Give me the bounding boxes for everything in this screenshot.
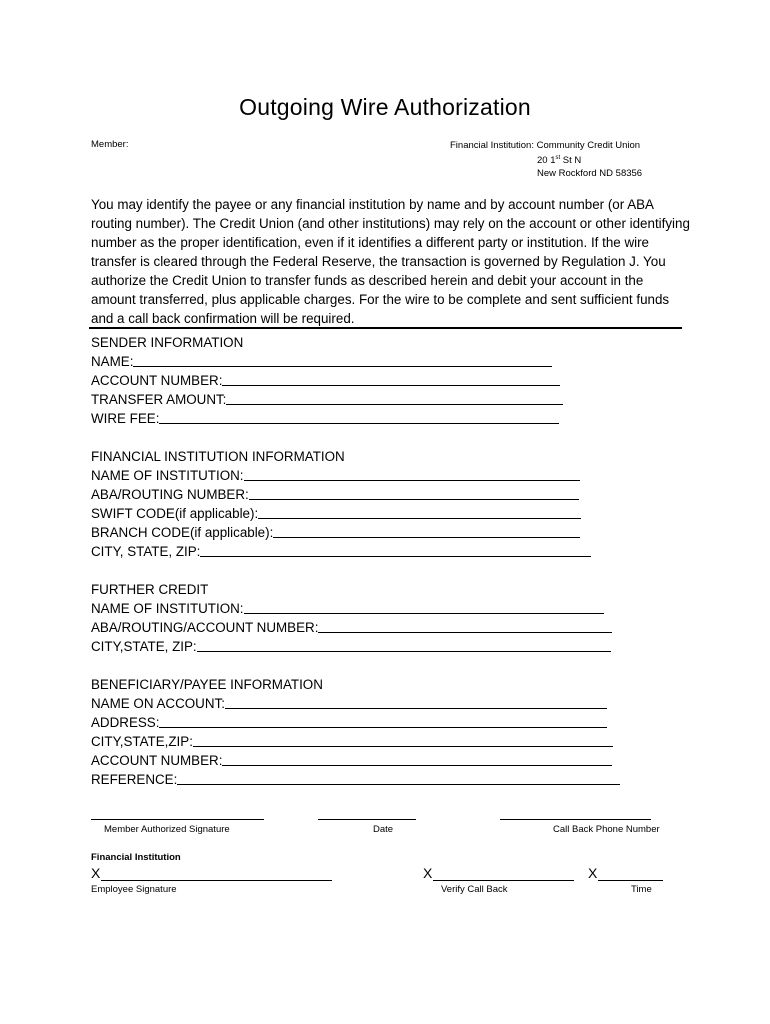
field-label: ABA/ROUTING NUMBER: <box>91 487 249 502</box>
beneficiary-name-field[interactable] <box>91 692 691 711</box>
fi-name: Financial Institution: Community Credit Union <box>450 140 641 151</box>
field-label: NAME OF INSTITUTION: <box>91 601 244 616</box>
beneficiary-account-input[interactable] <box>222 752 612 766</box>
reference-input[interactable] <box>177 771 620 785</box>
institution-name-field[interactable] <box>91 464 691 483</box>
sender-account-input[interactable] <box>222 372 560 386</box>
transfer-amount-field[interactable] <box>91 388 691 407</box>
beneficiary-name-input[interactable] <box>225 695 607 709</box>
x-mark: X <box>91 865 101 881</box>
beneficiary-account-field[interactable] <box>91 749 691 768</box>
field-label: NAME ON ACCOUNT: <box>91 696 225 711</box>
further-name-input[interactable] <box>244 600 604 614</box>
date-label: Date <box>373 824 394 835</box>
branch-code-input[interactable] <box>273 524 580 538</box>
field-label: CITY, STATE, ZIP: <box>91 544 201 559</box>
field-label: BRANCH CODE(if applicable): <box>91 525 274 540</box>
financial-institution-address <box>450 139 642 180</box>
further-city-input[interactable] <box>197 638 611 652</box>
institution-aba-input[interactable] <box>249 486 579 500</box>
spacer <box>91 654 691 673</box>
employee-signature-label: Employee Signature <box>91 884 177 895</box>
field-label: SWIFT CODE(if applicable): <box>91 506 259 521</box>
x-mark: X <box>423 865 433 881</box>
further-credit-heading <box>91 578 691 597</box>
fi-street-name: St N <box>560 155 582 167</box>
fi-city: New Rockford ND 58356 <box>537 168 643 180</box>
spacer <box>91 559 691 578</box>
field-label: NAME OF INSTITUTION: <box>91 468 244 483</box>
institution-city-field[interactable] <box>91 540 691 559</box>
section-divider <box>89 327 682 329</box>
section-heading: SENDER INFORMATION <box>91 335 244 350</box>
form-fields <box>91 331 691 787</box>
reference-field[interactable] <box>91 768 691 787</box>
beneficiary-city-field[interactable] <box>91 730 691 749</box>
wire-fee-field[interactable] <box>91 407 691 426</box>
member-signature-label: Member Authorized Signature <box>104 824 230 835</box>
swift-code-field[interactable] <box>91 502 691 521</box>
swift-code-input[interactable] <box>258 505 581 519</box>
date-line[interactable] <box>318 819 416 820</box>
intro-paragraph: You may identify the payee or any financial institution by name and by account number (or ABA routing number). The Credit Union (and other institutions) may rely on the account or other identifying number as the proper identification, even if it identifies a different party or institution. If the wire transfer is cleared through the Federal Reserve, the transaction is governed by Regulation J. You authorize the Credit Union to transfer funds as described herein and debit your account in the amount transferred, plus applicable charges. For the wire to be complete and sent sufficient funds and a call back confirmation will be required. <box>91 197 690 326</box>
branch-code-field[interactable] <box>91 521 691 540</box>
member-signature-line[interactable] <box>91 819 264 820</box>
employee-signature-line[interactable] <box>101 880 332 881</box>
field-label: WIRE FEE: <box>91 411 160 426</box>
further-aba-input[interactable] <box>318 619 612 633</box>
fi-street-suffix: st <box>555 155 561 161</box>
time-line[interactable] <box>598 880 663 881</box>
section-heading: FINANCIAL INSTITUTION INFORMATION <box>91 449 345 464</box>
x-mark: X <box>588 865 598 881</box>
institution-name-input[interactable] <box>244 467 580 481</box>
wire-fee-input[interactable] <box>159 410 559 424</box>
verify-callback-line[interactable] <box>433 880 574 881</box>
field-label: REFERENCE: <box>91 772 178 787</box>
beneficiary-city-input[interactable] <box>193 733 613 747</box>
further-aba-field[interactable] <box>91 616 691 635</box>
field-label: ADDRESS: <box>91 715 160 730</box>
section-heading: FURTHER CREDIT <box>91 582 209 597</box>
institution-aba-field[interactable] <box>91 483 691 502</box>
beneficiary-address-field[interactable] <box>91 711 691 730</box>
further-city-field[interactable] <box>91 635 691 654</box>
spacer <box>91 426 691 445</box>
institution-city-input[interactable] <box>200 543 591 557</box>
sender-name-input[interactable] <box>133 353 552 367</box>
fi-street <box>450 152 642 167</box>
field-label: CITY,STATE,ZIP: <box>91 734 193 749</box>
further-name-field[interactable] <box>91 597 691 616</box>
transfer-amount-input[interactable] <box>226 391 563 405</box>
field-label: TRANSFER AMOUNT: <box>91 392 227 407</box>
callback-phone-label: Call Back Phone Number <box>553 824 660 835</box>
section-heading: BENEFICIARY/PAYEE INFORMATION <box>91 677 323 692</box>
sender-name-field[interactable] <box>91 350 691 369</box>
verify-callback-label: Verify Call Back <box>441 884 508 895</box>
page-title: Outgoing Wire Authorization <box>239 94 531 120</box>
sender-heading <box>91 331 691 350</box>
time-label: Time <box>631 884 652 895</box>
field-label: ACCOUNT NUMBER: <box>91 753 223 768</box>
field-label: ABA/ROUTING/ACCOUNT NUMBER: <box>91 620 319 635</box>
callback-phone-line[interactable] <box>500 819 651 820</box>
member-label: Member: <box>91 139 129 150</box>
beneficiary-heading <box>91 673 691 692</box>
beneficiary-address-input[interactable] <box>159 714 607 728</box>
fi-street-number: 20 1 <box>537 155 556 167</box>
institution-heading <box>91 445 691 464</box>
field-label: NAME: <box>91 354 134 369</box>
field-label: CITY,STATE, ZIP: <box>91 639 197 654</box>
field-label: ACCOUNT NUMBER: <box>91 373 223 388</box>
fi-section-heading: Financial Institution <box>91 852 181 863</box>
sender-account-field[interactable] <box>91 369 691 388</box>
